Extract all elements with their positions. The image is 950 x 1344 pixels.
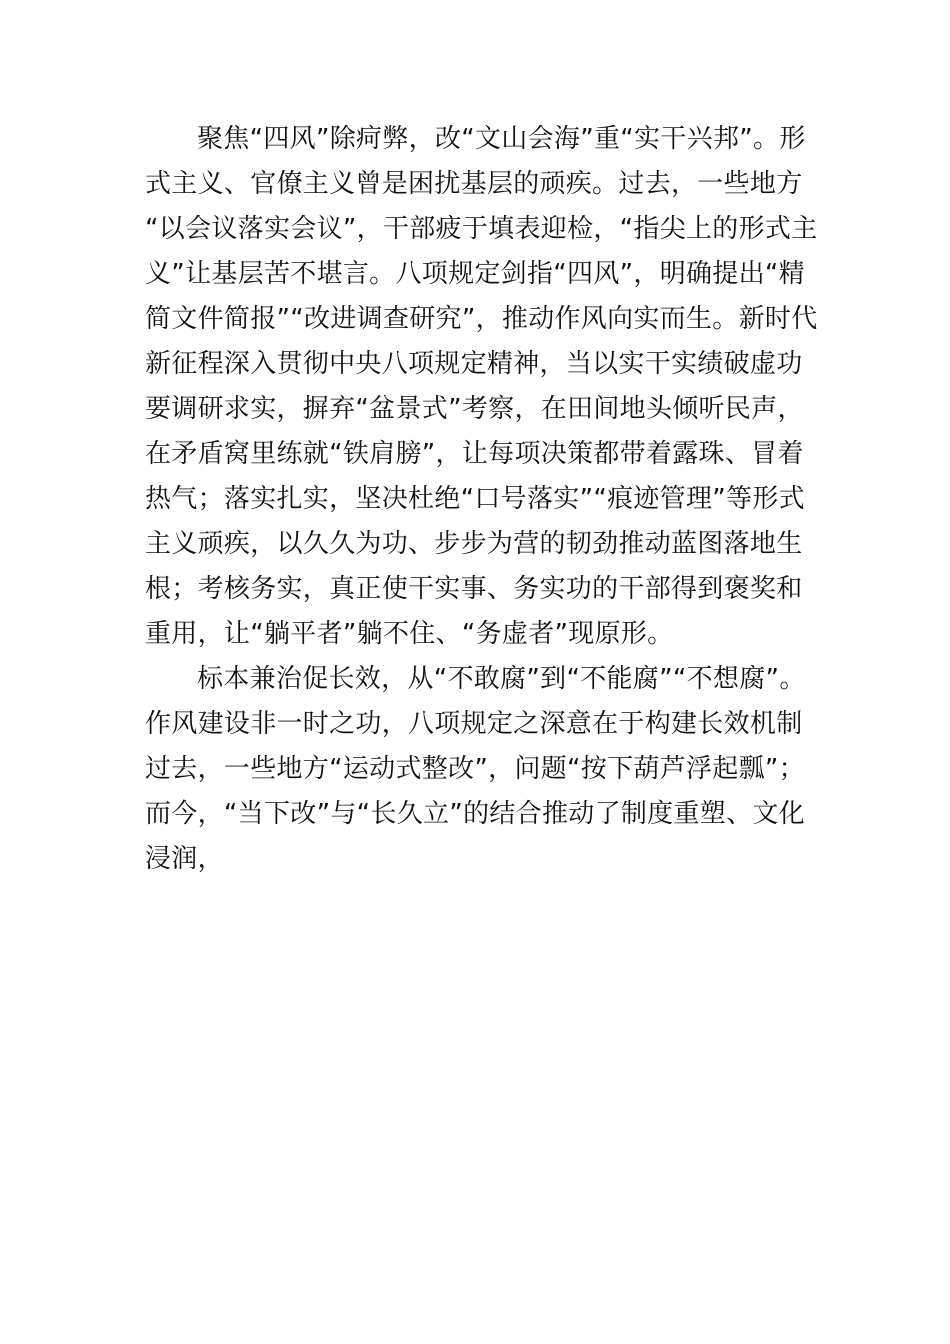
text-line: “以会议落实会议”，干部疲于填表迎检，“指尖上的形式主 (145, 214, 818, 244)
text-line: 浸润， (145, 844, 224, 874)
paragraph-1 (145, 117, 818, 657)
text-line: 热气；落实扎实，坚决杜绝“口号落实”“痕迹管理”等形式 (145, 484, 805, 514)
text-line: 主义顽疾，以久久为功、步步为营的韧劲推动蓝图落地生 (145, 529, 803, 559)
text-line: 式主义、官僚主义曾是困扰基层的顽疾。过去，一些地方 (145, 169, 803, 199)
text-line: 义”让基层苦不堪言。八项规定剑指“四风”，明确提出“精 (145, 259, 805, 289)
text-line: 作风建设非一时之功，八项规定之深意在于构建长效机制 (145, 709, 803, 739)
paragraph-2 (145, 657, 810, 882)
text-line: 而今，“当下改”与“长久立”的结合推动了制度重塑、文化 (145, 799, 805, 829)
text-line: 要调研求实，摒弃“盆景式”考察，在田间地头倾听民声， (145, 394, 804, 424)
text-line: 在矛盾窝里练就“铁肩膀”，让每项决策都带着露珠、冒着 (145, 439, 804, 469)
text-line: 新征程深入贯彻中央八项规定精神，当以实干实绩破虚功 (145, 349, 803, 379)
document-body (145, 117, 818, 882)
text-line: 简文件简报”“改进调查研究”，推动作风向实而生。新时代 (145, 304, 818, 334)
text-line: 标本兼治促长效，从“不敢腐”到“不能腐”“不想腐”。 (197, 664, 806, 694)
text-line: 重用，让“躺平者”躺不住、“务虚者”现原形。 (145, 619, 674, 649)
text-line: 过去，一些地方“运动式整改”，问题“按下葫芦浮起瓢”； (145, 754, 805, 784)
text-line: 聚焦“四风”除疴弊，改“文山会海”重“实干兴邦”。形 (197, 124, 806, 154)
text-line: 根；考核务实，真正使干实事、务实功的干部得到褒奖和 (145, 574, 803, 604)
